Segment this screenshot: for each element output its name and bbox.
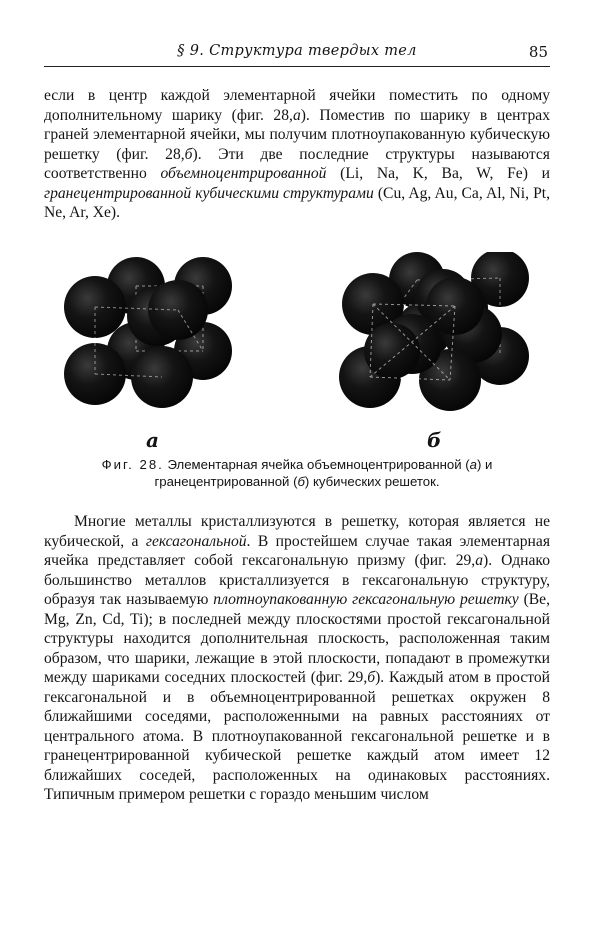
caption-text-2: ) и гранецентрированной ( [154, 457, 493, 489]
fcc-lattice-illustration [330, 252, 540, 422]
p2-text-1: Многие металлы кристаллизуются в решетку, которая является не кубической, а [44, 513, 550, 550]
p2-term-hcp: плотноупакованную гексагональную решетку [213, 591, 519, 608]
page-number: 85 [528, 43, 548, 61]
figure-label-b: б [427, 428, 442, 452]
caption-figure-number: Фиг. 28. [101, 457, 164, 472]
p1-text-1: если в центр каждой элементарной ячейки поместить по одному дополнительному шарику (фиг. 28, [44, 87, 550, 124]
figure-label-a: а [146, 428, 159, 452]
caption-ref-b: б [297, 474, 305, 489]
p1-text-5: (Cu, Ag, Au, Ca, Al, Ni, Pt, Ne, Ar, Xe). [44, 184, 550, 221]
figure-28 [0, 252, 595, 422]
bcc-lattice-illustration [60, 252, 260, 422]
p1-text-2: ). Поместив по шарику в центрах граней элементарной ячейки, мы получим плотноупакованную кубическую решетку (фиг. 28, [44, 106, 550, 163]
p1-text-4: (Li, Na, K, Ba, W, Fe) и [326, 165, 550, 182]
p1-ref-b: б [184, 145, 193, 163]
paragraph-2 [44, 512, 550, 805]
p2-text-5: ). Каждый атом в простой гексагональной и в объемноцентрированной решетках окружен 8 ближайшими соседями, расположенными на равных расстояниях от центрального атома. В плотноупакованной гексагональной решетке и в гранецентрированной кубической решетке каждый атом имеет 12 ближайших соседей, расположенных на одинаковых расстояниях. Типичным примером решетки с гораздо меньшим числом [44, 669, 550, 803]
p2-term-hexagonal: гексагональной [145, 532, 247, 550]
running-title: § 9. Структура твердых тел [177, 43, 417, 59]
figure-caption [44, 456, 550, 490]
p1-term-bcc: объемноцентрированной [160, 165, 327, 182]
p1-ref-a: а [292, 106, 301, 124]
paragraph-1 [44, 86, 550, 223]
p2-text-3: ). Однако большинство металлов кристаллизуется в гексагональную структуру, образуя так называемую [44, 552, 550, 608]
p1-term-fcc: гранецентрированной кубическими структурами [44, 184, 374, 202]
p2-text-4: (Be, Mg, Zn, Cd, Ti); в последней между плоскостями простой гексагональной структуры находится дополнительная плоскость, расположенная таким образом, что шарики, лежащие в этой плоскости, попадают в промежутки между шариками соседних плоскостей (фиг. 29, [44, 591, 551, 686]
p2-ref-a: а [475, 552, 483, 569]
caption-text-1: Элементарная ячейка объемноцентрированной ( [163, 457, 470, 472]
p2-ref-b: б [367, 669, 376, 686]
p2-text-2: . В простейшем случае такая элементарная ячейка представляет собой гексагональную призму (фиг. 29, [44, 532, 550, 569]
running-head [44, 40, 550, 67]
caption-ref-a: а [469, 457, 477, 472]
p1-text-3: ). Эти две последние структуры называются соответственно [44, 145, 550, 182]
caption-text-3: ) кубических решеток. [304, 474, 440, 489]
